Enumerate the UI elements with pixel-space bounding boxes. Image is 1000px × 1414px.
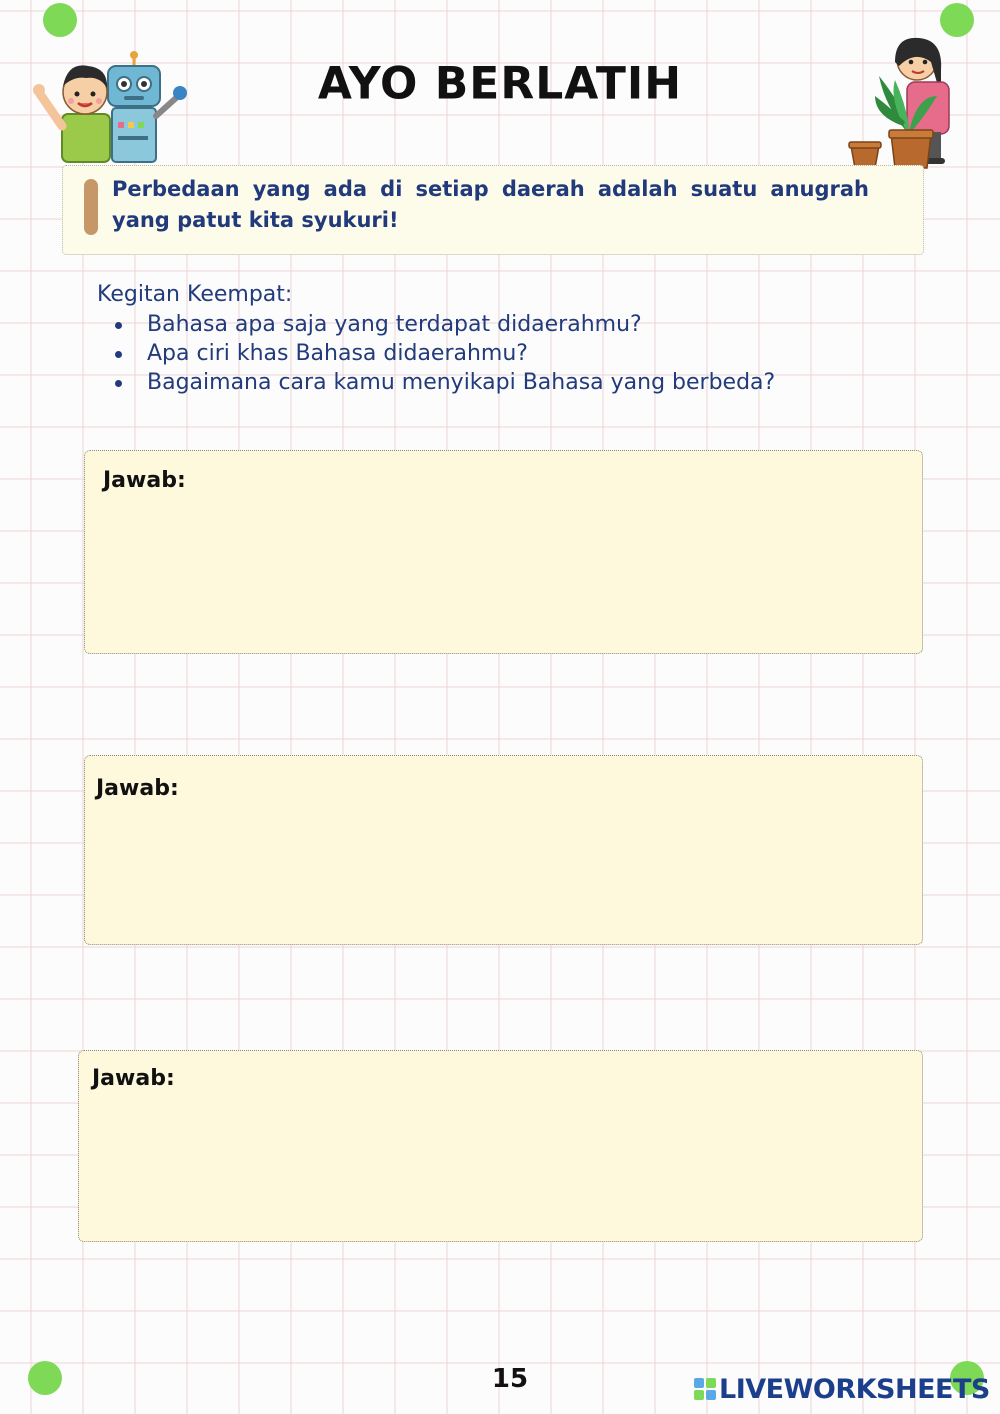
answer-box-3[interactable] xyxy=(78,1050,923,1242)
motto-text: Perbedaan yang ada di setiap daerah adalah suatu anugrah yang patut kita syukuri! xyxy=(112,177,869,232)
page-title: AYO BERLATIH xyxy=(317,57,683,110)
motto-accent-bar xyxy=(84,179,98,235)
liveworksheets-logo-icon xyxy=(694,1378,716,1400)
activity-section xyxy=(97,281,775,397)
answer-label: Jawab: xyxy=(92,1066,175,1091)
answer-box-1[interactable] xyxy=(84,450,923,654)
question-item: Apa ciri khas Bahasa didaerahmu? xyxy=(97,339,775,368)
motto-banner xyxy=(62,165,924,255)
question-list xyxy=(97,310,775,397)
question-item: Bahasa apa saja yang terdapat didaerahmu? xyxy=(97,310,775,339)
corner-dot-bottom-left xyxy=(28,1361,62,1395)
corner-dot-top-left xyxy=(43,3,77,37)
activity-title: Kegitan Keempat: xyxy=(97,282,293,307)
question-item: Bagaimana cara kamu menyikapi Bahasa yang berbeda? xyxy=(97,368,775,397)
answer-label: Jawab: xyxy=(103,468,186,493)
page-number: 15 xyxy=(491,1364,529,1394)
corner-dot-top-right xyxy=(940,3,974,37)
brand-text: LIVEWORKSHEETS xyxy=(719,1373,990,1405)
liveworksheets-logo xyxy=(694,1374,990,1404)
answer-label: Jawab: xyxy=(96,776,179,801)
answer-box-2[interactable] xyxy=(84,755,923,945)
